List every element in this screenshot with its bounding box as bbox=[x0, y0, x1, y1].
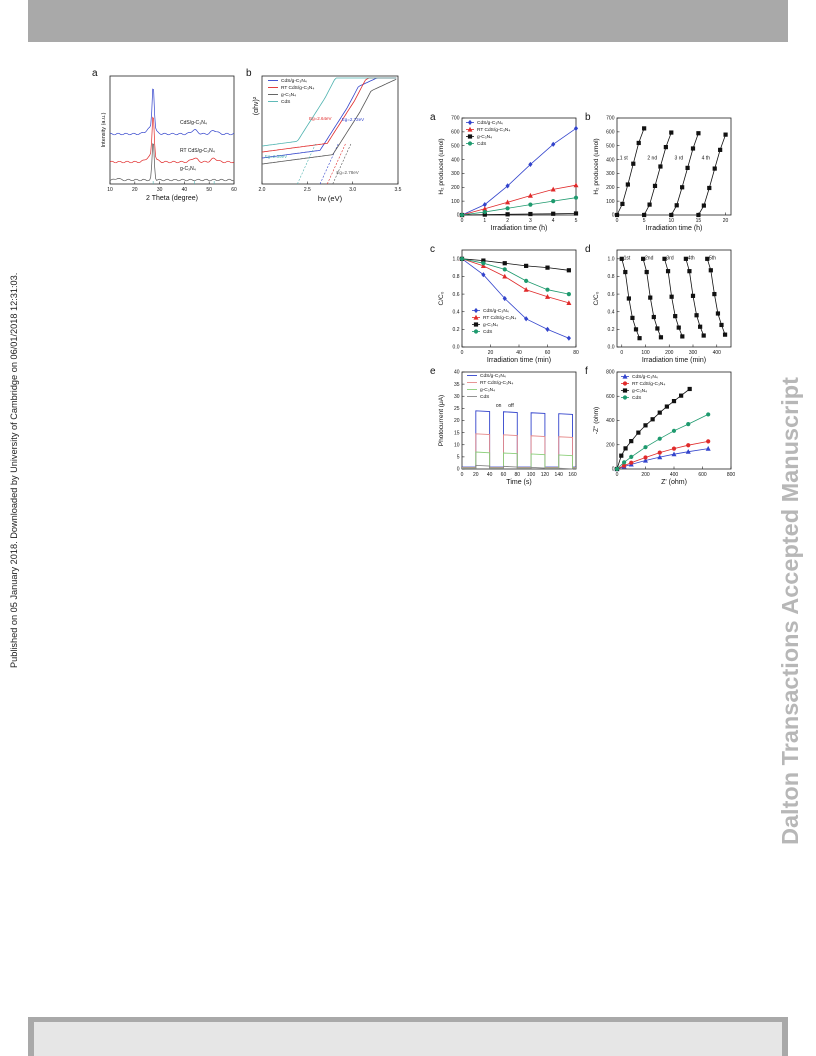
panel-label: a bbox=[430, 112, 436, 123]
panel-label: f bbox=[585, 366, 588, 377]
y-tick-label: 0 bbox=[611, 466, 615, 473]
y-axis-label: H₂ produced (umol) bbox=[438, 138, 445, 195]
panel-f-eis bbox=[583, 362, 743, 492]
data-point bbox=[672, 429, 676, 433]
y-tick-label: 100 bbox=[606, 198, 615, 205]
legend-marker bbox=[623, 395, 627, 399]
data-point bbox=[686, 443, 690, 447]
cycle-point bbox=[658, 164, 662, 168]
cycle-label: 1st bbox=[623, 255, 631, 262]
legend-entry: CdS/g-C₃N₄ bbox=[632, 375, 658, 380]
x-tick-label: 3 bbox=[529, 218, 532, 224]
x-tick-label: 40 bbox=[486, 472, 493, 478]
y-tick-label: 200 bbox=[451, 184, 460, 191]
y-tick-label: 35 bbox=[453, 381, 460, 388]
y-tick-label: 200 bbox=[606, 442, 615, 449]
y-tick-label: 0.4 bbox=[452, 309, 460, 316]
y-tick-label: 800 bbox=[606, 369, 615, 376]
legend-entry: RT CdS/g-C₃N₄ bbox=[483, 316, 517, 321]
data-point bbox=[688, 387, 692, 391]
panel-label: d bbox=[585, 244, 591, 255]
data-point bbox=[623, 446, 627, 450]
cycle-label: 1 st bbox=[619, 155, 628, 162]
y-tick-label: 400 bbox=[606, 157, 615, 164]
y-tick-label: 25 bbox=[453, 406, 460, 413]
x-tick-label: 0 bbox=[615, 218, 619, 224]
y-tick-label: 1.0 bbox=[607, 256, 615, 263]
series-line bbox=[462, 259, 569, 303]
y-tick-label: 15 bbox=[453, 430, 460, 437]
data-point bbox=[651, 417, 655, 421]
data-point bbox=[672, 447, 676, 451]
panel-label: b bbox=[585, 112, 591, 123]
cycle-point bbox=[675, 203, 679, 207]
published-note: Published on 05 January 2018. Downloaded by University of Cambridge on 06/01/2018 12:31:03. bbox=[9, 272, 19, 668]
x-axis-label: Irradiation time (h) bbox=[645, 225, 703, 232]
y-tick-label: 0.0 bbox=[607, 344, 615, 351]
x-tick-label: 60 bbox=[500, 472, 507, 478]
cycle-point bbox=[634, 327, 638, 331]
data-point bbox=[574, 196, 578, 200]
legend-entry: RT CdS/g-C₃N₄ bbox=[281, 86, 315, 91]
data-point bbox=[506, 206, 510, 210]
cycle-point bbox=[694, 313, 698, 317]
y-tick-label: 0.4 bbox=[607, 309, 615, 316]
cycle-point bbox=[719, 323, 723, 327]
y-tick-label: 300 bbox=[451, 171, 460, 178]
cycle-point bbox=[669, 213, 673, 217]
x-axis-label: Time (s) bbox=[506, 479, 532, 486]
y-tick-label: 300 bbox=[606, 171, 615, 178]
y-axis-label: -Z'' (ohm) bbox=[593, 406, 600, 435]
x-tick-label: 0 bbox=[460, 472, 464, 478]
data-point bbox=[636, 431, 640, 435]
x-tick-label: 10 bbox=[107, 187, 113, 193]
y-tick-label: 600 bbox=[451, 129, 460, 136]
panel-b-tauc bbox=[244, 64, 414, 214]
data-point bbox=[706, 446, 711, 451]
series-label: g-C₃N₄ bbox=[180, 166, 196, 172]
panel-c-degradation bbox=[428, 240, 588, 368]
panel-a-xrd bbox=[88, 64, 248, 214]
xrd-series-line bbox=[110, 117, 234, 162]
y-tick-label: 0.2 bbox=[607, 327, 615, 334]
legend-entry: CdS bbox=[281, 100, 291, 105]
x-tick-label: 80 bbox=[573, 350, 579, 356]
y-tick-label: 0 bbox=[611, 212, 615, 219]
cycle-point bbox=[691, 294, 695, 298]
data-point bbox=[545, 288, 549, 292]
legend-entry: g-C₃N₄ bbox=[281, 93, 297, 98]
data-point bbox=[706, 412, 710, 416]
legend-entry: g-C₃N₄ bbox=[477, 135, 493, 140]
cycle-point bbox=[626, 182, 630, 186]
cycle-point bbox=[642, 213, 646, 217]
data-point bbox=[658, 437, 662, 441]
legend-entry: CdS/g-C₃N₄ bbox=[281, 79, 307, 84]
x-axis-label: hν (eV) bbox=[317, 194, 343, 203]
data-point bbox=[672, 399, 676, 403]
y-tick-label: 20 bbox=[453, 418, 460, 425]
series-label: RT CdS/g-C₃N₄ bbox=[180, 148, 215, 154]
legend-marker bbox=[474, 329, 478, 333]
cycle-point bbox=[645, 270, 649, 274]
data-point bbox=[524, 279, 528, 283]
data-point bbox=[643, 445, 647, 449]
x-tick-label: 400 bbox=[712, 350, 721, 356]
cycle-line bbox=[671, 133, 698, 215]
series-line bbox=[462, 198, 576, 215]
left-sidebar-text bbox=[5, 228, 23, 668]
legend-marker bbox=[623, 381, 627, 385]
x-tick-label: 5 bbox=[574, 218, 578, 224]
x-tick-label: 0 bbox=[460, 350, 464, 356]
legend-marker bbox=[474, 308, 478, 313]
cycle-label: 3 rd bbox=[674, 155, 684, 162]
x-tick-label: 30 bbox=[156, 187, 163, 193]
cycle-point bbox=[670, 295, 674, 299]
data-point bbox=[567, 268, 571, 272]
panel-e-photocurrent bbox=[428, 362, 588, 492]
x-tick-label: 100 bbox=[641, 350, 650, 356]
legend-entry: CdS bbox=[477, 142, 487, 147]
x-tick-label: 10 bbox=[668, 218, 675, 224]
y-axis-label: Intensity (a.u.) bbox=[101, 112, 107, 148]
y-tick-label: 30 bbox=[453, 393, 460, 400]
x-tick-label: 20 bbox=[132, 187, 138, 193]
x-tick-label: 20 bbox=[722, 218, 729, 224]
data-point bbox=[679, 394, 683, 398]
x-tick-label: 1 bbox=[483, 218, 487, 224]
data-point bbox=[686, 422, 690, 426]
cycle-line bbox=[698, 135, 725, 215]
bandgap-annotation: Eg=2.78eV bbox=[336, 170, 359, 175]
x-tick-label: 0 bbox=[620, 350, 624, 356]
y-tick-label: 0.6 bbox=[452, 291, 460, 298]
legend-marker bbox=[468, 141, 472, 145]
panel-label: e bbox=[430, 366, 436, 377]
y-tick-label: 500 bbox=[606, 143, 615, 150]
y-tick-label: 40 bbox=[453, 369, 460, 376]
x-tick-label: 15 bbox=[695, 218, 702, 224]
cycle-point bbox=[712, 292, 716, 296]
cycle-label: 3rd bbox=[666, 255, 674, 262]
data-point bbox=[567, 336, 571, 341]
legend-marker bbox=[468, 120, 472, 125]
tauc-series-line bbox=[262, 79, 396, 164]
cycle-point bbox=[648, 296, 652, 300]
y-tick-label: 400 bbox=[606, 418, 615, 425]
y-axis-label: C/C₀ bbox=[438, 291, 445, 306]
y-tick-label: 700 bbox=[606, 115, 615, 122]
x-axis-label: 2 Theta (degree) bbox=[145, 195, 199, 202]
data-point bbox=[481, 261, 485, 265]
x-tick-label: 0 bbox=[615, 472, 619, 478]
y-tick-label: 0.2 bbox=[452, 327, 460, 334]
legend-marker bbox=[468, 134, 472, 138]
cycle-point bbox=[627, 296, 631, 300]
y-tick-label: 500 bbox=[451, 143, 460, 150]
x-tick-label: 200 bbox=[665, 350, 674, 356]
legend-marker bbox=[474, 322, 478, 326]
bandgap-annotation: Eg=2.72eV bbox=[341, 117, 365, 122]
data-point bbox=[528, 203, 532, 207]
cycle-point bbox=[620, 202, 624, 206]
y-tick-label: 600 bbox=[606, 393, 615, 400]
x-tick-label: 50 bbox=[206, 187, 212, 193]
data-point bbox=[506, 212, 510, 216]
y-tick-label: 0.8 bbox=[452, 274, 460, 281]
legend-entry: CdS/g-C₃N₄ bbox=[480, 374, 506, 379]
data-point bbox=[658, 411, 662, 415]
y-tick-label: 5 bbox=[456, 454, 460, 461]
data-point bbox=[551, 212, 555, 216]
data-point bbox=[567, 292, 571, 296]
cycle-label: 4 th bbox=[701, 155, 711, 162]
x-tick-label: 60 bbox=[544, 350, 551, 356]
data-point bbox=[619, 454, 623, 458]
y-tick-label: 0.0 bbox=[452, 344, 460, 351]
cycle-point bbox=[702, 333, 706, 337]
data-point bbox=[503, 261, 507, 265]
x-tick-label: 140 bbox=[554, 472, 563, 478]
cycle-label: 2nd bbox=[645, 255, 654, 262]
cycle-point bbox=[637, 141, 641, 145]
legend-entry: CdS/g-C₃N₄ bbox=[483, 309, 509, 314]
xrd-series-line bbox=[110, 89, 234, 135]
cycle-point bbox=[673, 314, 677, 318]
y-axis-label: (αhν)² bbox=[253, 96, 260, 116]
x-tick-label: 20 bbox=[487, 350, 494, 356]
cycle-point bbox=[702, 203, 706, 207]
data-point bbox=[574, 126, 578, 131]
panel-b-h2-cycles bbox=[583, 108, 743, 238]
data-point bbox=[658, 451, 662, 455]
footer-inner bbox=[34, 1022, 782, 1056]
plot-frame bbox=[110, 76, 234, 184]
data-point bbox=[629, 461, 633, 465]
legend-entry: g-C₃N₄ bbox=[483, 323, 499, 328]
cycle-point bbox=[647, 203, 651, 207]
x-tick-label: 800 bbox=[726, 472, 736, 478]
x-tick-label: 40 bbox=[516, 350, 522, 356]
cycle-point bbox=[666, 269, 670, 273]
cycle-point bbox=[691, 146, 695, 150]
on-label: on bbox=[495, 402, 502, 409]
series-label: CdS/g-C₃N₄ bbox=[180, 120, 207, 126]
x-tick-label: 4 bbox=[551, 218, 555, 224]
x-tick-label: 160 bbox=[568, 472, 577, 478]
x-axis-label: Irradiation time (h) bbox=[490, 225, 548, 232]
tauc-extrapolation bbox=[297, 144, 315, 184]
cycle-point bbox=[707, 186, 711, 190]
cycle-point bbox=[680, 334, 684, 338]
panel-label: b bbox=[246, 68, 252, 79]
cycle-point bbox=[685, 166, 689, 170]
right-sidebar-text bbox=[770, 200, 806, 850]
y-tick-label: 0.8 bbox=[607, 274, 615, 281]
cycle-point bbox=[642, 126, 646, 130]
x-tick-label: 40 bbox=[181, 187, 188, 193]
x-axis-label: Irradiation time (min) bbox=[641, 357, 707, 364]
panel-label: a bbox=[92, 68, 98, 79]
x-tick-label: 600 bbox=[698, 472, 707, 478]
legend-entry: RT CdS/g-C₃N₄ bbox=[477, 128, 511, 133]
cycle-point bbox=[677, 326, 681, 330]
cycle-point bbox=[709, 268, 713, 272]
data-point bbox=[524, 264, 528, 268]
series-line bbox=[462, 259, 569, 271]
cycle-point bbox=[696, 213, 700, 217]
data-point bbox=[545, 327, 549, 332]
footer-bar bbox=[28, 1017, 788, 1056]
x-tick-label: 200 bbox=[641, 472, 650, 478]
x-tick-label: 60 bbox=[231, 187, 237, 193]
cycle-point bbox=[652, 315, 656, 319]
legend-entry: RT CdS/g-C₃N₄ bbox=[632, 382, 666, 387]
cycle-point bbox=[687, 269, 691, 273]
cycle-label: 4th bbox=[687, 255, 695, 262]
y-tick-label: 0 bbox=[456, 212, 460, 219]
cycle-point bbox=[664, 145, 668, 149]
tauc-extrapolation bbox=[327, 144, 345, 184]
cycle-label: 2 nd bbox=[647, 155, 658, 162]
cycle-point bbox=[659, 335, 663, 339]
data-point bbox=[503, 267, 507, 271]
bandgap-annotation: Eg=2.64eV bbox=[309, 116, 332, 121]
y-tick-label: 10 bbox=[453, 442, 460, 449]
legend-entry: CdS bbox=[483, 330, 493, 335]
cycle-point bbox=[698, 325, 702, 329]
y-tick-label: 100 bbox=[451, 198, 460, 205]
cycle-point bbox=[696, 131, 700, 135]
cycle-point bbox=[718, 148, 722, 152]
data-point bbox=[643, 423, 647, 427]
x-axis-label: Z' (ohm) bbox=[661, 479, 687, 486]
data-point bbox=[502, 274, 507, 279]
y-tick-label: 0.6 bbox=[607, 291, 615, 298]
cycle-label: 5th bbox=[709, 255, 717, 262]
cycle-point bbox=[623, 270, 627, 274]
plot-frame bbox=[617, 250, 731, 347]
legend-marker bbox=[623, 388, 627, 392]
cycle-point bbox=[723, 133, 727, 137]
data-point bbox=[551, 199, 555, 203]
data-point bbox=[643, 455, 647, 459]
data-point bbox=[629, 455, 633, 459]
data-point bbox=[483, 210, 487, 214]
cycle-point bbox=[723, 333, 727, 337]
cycle-point bbox=[631, 162, 635, 166]
y-tick-label: 700 bbox=[451, 115, 460, 122]
data-point bbox=[460, 213, 464, 217]
y-axis-label: C/C₀ bbox=[593, 291, 600, 306]
y-axis-label: H₂ produced (umol) bbox=[593, 138, 600, 195]
bandgap-annotation: Eg=2.39eV bbox=[264, 154, 288, 159]
cycle-point bbox=[713, 166, 717, 170]
x-tick-label: 2.0 bbox=[258, 187, 266, 193]
data-point bbox=[622, 460, 626, 464]
data-point bbox=[629, 439, 633, 443]
data-point bbox=[551, 142, 555, 147]
journal-watermark: Dalton Transactions Accepted Manuscript bbox=[777, 377, 803, 845]
y-tick-label: 1.0 bbox=[452, 256, 460, 263]
x-tick-label: 5 bbox=[642, 218, 646, 224]
data-point bbox=[615, 467, 619, 471]
panel-a-h2 bbox=[428, 108, 588, 238]
cycle-point bbox=[630, 316, 634, 320]
cycle-point bbox=[615, 213, 619, 217]
legend-entry: CdS bbox=[632, 396, 642, 401]
data-point bbox=[706, 439, 710, 443]
legend-entry: CdS/g-C₃N₄ bbox=[477, 121, 503, 126]
x-tick-label: 2.5 bbox=[303, 187, 311, 193]
legend-entry: RT CdS/g-C₃N₄ bbox=[480, 381, 514, 386]
header-bar bbox=[28, 0, 788, 42]
off-label: off bbox=[508, 402, 514, 409]
panel-d-degradation-cycles bbox=[583, 240, 743, 368]
y-tick-label: 0 bbox=[456, 466, 460, 473]
data-point bbox=[545, 266, 549, 270]
panel-label: c bbox=[430, 244, 435, 255]
x-tick-label: 0 bbox=[460, 218, 464, 224]
cycle-point bbox=[669, 130, 673, 134]
y-tick-label: 400 bbox=[451, 157, 460, 164]
x-tick-label: 100 bbox=[526, 472, 536, 478]
x-tick-label: 3.0 bbox=[349, 187, 357, 193]
x-tick-label: 80 bbox=[514, 472, 521, 478]
x-tick-label: 120 bbox=[540, 472, 550, 478]
data-point bbox=[528, 212, 532, 216]
x-tick-label: 400 bbox=[669, 472, 679, 478]
x-axis-label: Irradiation time (min) bbox=[486, 357, 552, 364]
y-tick-label: 200 bbox=[606, 184, 615, 191]
data-point bbox=[524, 287, 529, 292]
cycle-point bbox=[680, 185, 684, 189]
cycle-point bbox=[637, 336, 641, 340]
cycle-point bbox=[653, 184, 657, 188]
legend-entry: CdS bbox=[480, 395, 490, 400]
data-point bbox=[574, 183, 579, 188]
x-tick-label: 3.5 bbox=[394, 187, 402, 193]
legend-entry: g-C₃N₄ bbox=[632, 389, 648, 394]
cycle-point bbox=[655, 326, 659, 330]
data-point bbox=[665, 404, 669, 408]
legend-entry: g-C₃N₄ bbox=[480, 388, 496, 393]
data-point bbox=[574, 211, 578, 215]
data-point bbox=[460, 257, 464, 261]
y-axis-label: Photocurrent (μA) bbox=[438, 394, 445, 447]
cycle-point bbox=[716, 311, 720, 315]
x-tick-label: 2 bbox=[506, 218, 509, 224]
x-tick-label: 300 bbox=[688, 350, 698, 356]
series-line bbox=[617, 389, 690, 469]
x-tick-label: 20 bbox=[473, 472, 479, 478]
y-tick-label: 600 bbox=[606, 129, 615, 136]
